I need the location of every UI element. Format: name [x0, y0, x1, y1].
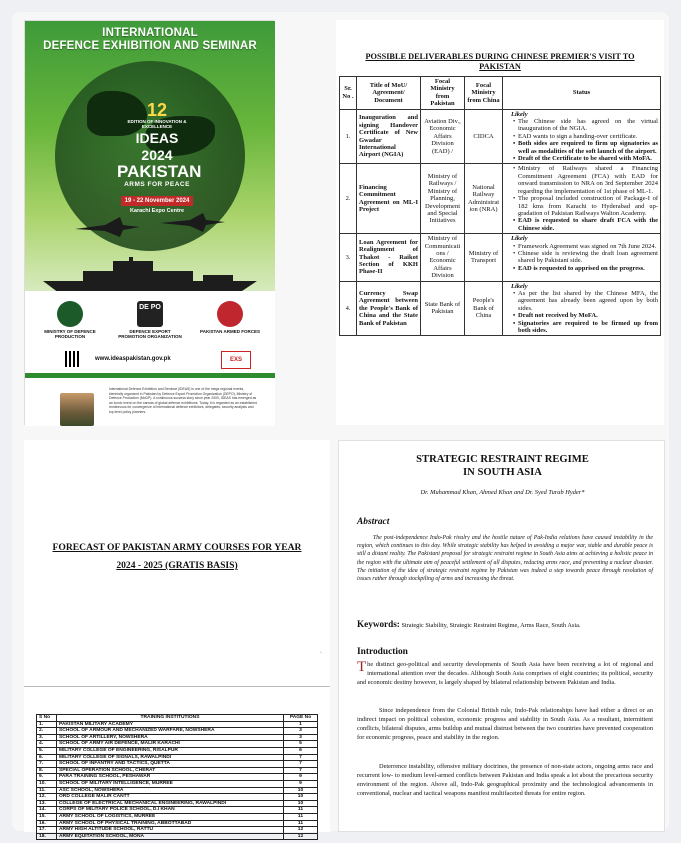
page-number: 7	[284, 767, 318, 774]
ideas-tagline: ARMS FOR PEACE	[124, 181, 190, 188]
row-number: 16.	[37, 820, 57, 827]
row-number: 2.	[37, 728, 57, 735]
course-row	[37, 807, 318, 814]
status-item: • Chinese side is reviewing the draft loan agreement shared by Pakistani side.	[513, 250, 658, 265]
deliverable-row	[340, 281, 661, 336]
course-row	[37, 754, 318, 761]
course-row	[37, 827, 318, 834]
row-title: Currency Swap Agreement between the People's Bank of China and the State Bank of Pakistan	[357, 281, 421, 336]
drop-cap: T	[357, 659, 367, 675]
course-row	[37, 780, 318, 787]
page-number: 10	[284, 787, 318, 794]
courses-body	[37, 721, 318, 840]
official-photo	[60, 393, 94, 426]
row-number: 5.	[37, 747, 57, 754]
page-number: 10	[284, 800, 318, 807]
institution-name: SPECIAL OPERATION SCHOOL, CHERAT	[57, 767, 284, 774]
row-china-ministry: National Railway Administrat ion (NRA)	[465, 164, 503, 234]
row-number: 2.	[340, 164, 357, 234]
status-list	[505, 165, 658, 232]
row-number: 1.	[340, 109, 357, 164]
forecast-title-line1: FORECAST OF PAKISTAN ARMY COURSES FOR YEAR	[52, 542, 302, 553]
brochure-title	[25, 27, 275, 53]
paper-title-line1: STRATEGIC RESTRAINT REGIME	[416, 454, 589, 465]
course-row	[37, 774, 318, 781]
website-url: www.ideaspakistan.gov.pk	[95, 356, 171, 362]
row-status	[503, 164, 661, 234]
deliverables-table	[339, 76, 661, 336]
page-number: 12	[284, 833, 318, 840]
event-venue: Karachi Expo Centre	[129, 208, 185, 214]
ideas-wordmark: IDEAS	[135, 130, 179, 146]
page-number: 10	[284, 794, 318, 801]
forecast-document	[24, 440, 330, 839]
col-header: Sr. No .	[340, 77, 357, 110]
status-item: • EAD wants to sign a handing-over certificate.	[513, 133, 658, 140]
course-row	[37, 787, 318, 794]
intro-para-2: Since independence from the Colonial British rule, Indo-Pak relationships have had either a direct or an indirect impact on political cohesion, economic progress and stability in South Asia. As a resultant, intermittent conflicts, bilateral disputes, arms buildup and mutual distrust between the two countries have prevented cooperation for economic progress, peace and stability in the region.	[357, 707, 653, 741]
event-dates: 19 - 22 November 2024	[121, 196, 194, 206]
brochure-title-line1: INTERNATIONAL	[102, 27, 198, 39]
row-number: 3.	[37, 734, 57, 741]
deliverables-title-line2: PAKISTAN	[479, 62, 521, 71]
institution-name: ARMY HIGH ALTITUDE SCHOOL, RATTU	[57, 827, 284, 834]
row-number: 9.	[37, 774, 57, 781]
org-label: PAKISTAN ARMED FORCES	[200, 329, 260, 334]
abstract-text: The post-independence Indo-Pak rivalry and the hostile nature of Pak-India relations have caused instability in the region, which continues to this day. While strategic stability has helped in avoiding a major war, stable and durable peace is still a distant reality. The Pakistani proposal for strategic restraint regime in South Asia aims at achieving a holistic peace in the region with the ultimate aim of peaceful settlement of all disputes, reducing arms race, and preventing a nuclear disaster. The initiation of the idea of strategic restraint regime by Pakistan was indeed a step towards peace through resolution of issues rather through stockpiling of arms and increasing the threat.	[357, 535, 653, 583]
deliverable-row	[340, 234, 661, 281]
status-item: • Ministry of Railways shared a Financing Commitment Agreement (FCA) with EAD for onward transmission to NRA on 3rd September 2024 regarding the implementation of 1st phase of ML-1.	[513, 165, 658, 195]
status-list	[505, 290, 658, 334]
research-paper	[338, 440, 665, 832]
stray-mark: ·	[320, 650, 322, 656]
page-number: 11	[284, 813, 318, 820]
intro-heading: Introduction	[357, 647, 408, 657]
deliverables-title-line1: POSSIBLE DELIVERABLES DURING CHINESE PREMIER'S VISIT TO	[365, 52, 635, 61]
row-pak-ministry: Ministry of Railways / Ministry of Planning, Development and Special Initiatives	[421, 164, 465, 234]
status-likely: Likely	[511, 235, 528, 243]
deliverables-header-row	[340, 77, 661, 110]
row-status	[503, 109, 661, 164]
status-likely: Likely	[511, 110, 528, 118]
status-item: • Both sides are required to firm up signatories as well as modalities of the soft launch of the airport.	[513, 140, 658, 155]
row-status	[503, 234, 661, 281]
page-number: 5	[284, 741, 318, 748]
org-armed-forces	[195, 301, 265, 334]
paper-title-line2: IN SOUTH ASIA	[463, 466, 542, 478]
institution-name: ARMY SCHOOL OF PHYSICAL TRAINING, ABBOTTABAD	[57, 820, 284, 827]
course-row	[37, 747, 318, 754]
armed-forces-emblem-icon	[217, 301, 243, 327]
institution-name: MILITARY COLLEGE OF SIGNALS, RAWALPINDI	[57, 754, 284, 761]
intro-para-3: Deterrence instability, offensive military doctrines, the presence of non-state actors, ongoing arms race and recurrent low- to medium level-armed conflicts between Pakistan and India speak a lot about the precarious security environment of the region. Above all, Indo-Pak geographical proximity and the technological advancements in conventional, nuclear and tactical weapons manifest multifaceted threats for entire region.	[357, 763, 653, 797]
status-list	[505, 118, 658, 162]
page-number: 7	[284, 761, 318, 768]
course-row	[37, 813, 318, 820]
deliverables-title	[336, 52, 664, 72]
ideas-brochure	[24, 20, 274, 425]
status-item: • As per the list shared by the Chinese MFA, the agreement has already been agreed upon by both sides.	[513, 290, 658, 312]
row-number: 4.	[37, 741, 57, 748]
course-row	[37, 820, 318, 827]
row-status	[503, 281, 661, 336]
row-number: 8.	[37, 767, 57, 774]
row-number: 10.	[37, 780, 57, 787]
col-header: TRAINING INSTITUTIONS	[57, 715, 284, 722]
qr-code-icon	[65, 351, 81, 367]
course-row	[37, 728, 318, 735]
course-row	[37, 800, 318, 807]
row-number: 6.	[37, 754, 57, 761]
ideas-year: 2024	[141, 147, 173, 163]
institution-name: CORPS OF MILITARY POLICE SCHOOL, D.I KHAN	[57, 807, 284, 814]
org-depo	[115, 301, 185, 339]
intro-para-1-text: he distinct geo-political and security developments of South Asia have been receiving a lot of regional and international attention over the decades. Although South Asia comprises of eight countries; its political, security and economic destiny however, is largely shaped by bilateral relationship between Pakistan and India.	[357, 661, 653, 686]
courses-table	[36, 714, 318, 840]
page-number: 6	[284, 747, 318, 754]
institution-name: SCHOOL OF ARTILLERY, NOWSHERA	[57, 734, 284, 741]
col-header: Status	[503, 77, 661, 110]
status-item: • Signatories are required to be firmed up from both sides.	[513, 320, 658, 335]
abstract-heading: Abstract	[357, 517, 390, 527]
paper-title	[339, 454, 666, 479]
row-number: 13.	[37, 800, 57, 807]
forecast-title-line2: 2024 - 2025 (GRATIS BASIS)	[116, 560, 238, 571]
institution-name: SCHOOL OF ARMOUR AND MECHANIZED WARFARE, NOWSHERA	[57, 728, 284, 735]
page-number: 11	[284, 820, 318, 827]
page-number: 9	[284, 780, 318, 787]
ideas-logo	[117, 100, 202, 215]
course-row	[37, 734, 318, 741]
institution-name: ARMY EQUITATION SCHOOL, MONA	[57, 833, 284, 840]
row-pak-ministry: Aviation Div., Economic Affairs Division (EAD) /	[421, 109, 465, 164]
row-china-ministry: Ministry of Transport	[465, 234, 503, 281]
org-modp	[35, 301, 105, 339]
page-number: 11	[284, 807, 318, 814]
deliverable-row	[340, 109, 661, 164]
row-china-ministry: CIDCA	[465, 109, 503, 164]
exs-logo: EXS	[221, 351, 251, 369]
row-china-ministry: People's Bank of China	[465, 281, 503, 336]
page-number: 12	[284, 827, 318, 834]
course-row	[37, 741, 318, 748]
page-number: 3	[284, 734, 318, 741]
status-item: • Framework Agreement was signed on 7th June 2024.	[513, 243, 658, 250]
status-item: • The proposal included construction of Package-I of 182 kms from Karachi to Hyderabad and up-gradation of Pakistan Railways Walton Academy.	[513, 195, 658, 217]
status-list	[505, 243, 658, 273]
page-number: 3	[284, 728, 318, 735]
institution-name: ASC SCHOOL, NOWSHERA	[57, 787, 284, 794]
ideas-country: PAKISTAN	[117, 162, 202, 181]
row-number: 7.	[37, 761, 57, 768]
org-label: DEFENCE EXPORT PROMOTION ORGANIZATION	[118, 329, 182, 339]
status-item: • EAD is requested to apprised on the progress.	[513, 265, 658, 272]
row-number: 4.	[340, 281, 357, 336]
institution-name: ORD COLLEGE MALIR CANTT	[57, 794, 284, 801]
page-number: 7	[284, 754, 318, 761]
course-row	[37, 761, 318, 768]
row-number: 12.	[37, 794, 57, 801]
institution-name: MILITARY COLLEGE OF ENGINEERING, RISALPUR	[57, 747, 284, 754]
col-header: PAGE No	[284, 715, 318, 722]
row-number: 11.	[37, 787, 57, 794]
col-header: Focal Ministry from China	[465, 77, 503, 110]
institution-name: COLLEGE OF ELECTRICAL MECHANICAL ENGINEERING, RAWALPINDI	[57, 800, 284, 807]
row-number: 3.	[340, 234, 357, 281]
course-row	[37, 794, 318, 801]
row-number: 1.	[37, 721, 57, 728]
row-title: Inauguration and signing Handover Certificate of New Gwadar International Airport (NGIA)	[357, 109, 421, 164]
institution-name: PAKISTAN MILITARY ACADEMY	[57, 721, 284, 728]
deliverables-body	[340, 109, 661, 336]
course-row	[37, 767, 318, 774]
green-band	[25, 373, 275, 378]
row-number: 17.	[37, 827, 57, 834]
status-item: • Draft of the Certificate to be shared with MoFA.	[513, 155, 658, 162]
status-item: • EAD is requested to share draft FCA with the Chinese side.	[513, 217, 658, 232]
brochure-paragraph: International Defence Exhibition and Seminar (IDEAS) is one of the mega regional events, biennially organized in Pakistan by Defence Export Promotion Organization (DEPO), Ministry of Defence Production (MoDP). A continuous success story since year 2000, IDEAS has emerged as an iconic event on the canvas of global defence exhibitions. Today, it is regarded as an established rendezvous for convergence of international defence exhibitors, delegates, security analysts and top level policy planners.	[109, 387, 257, 414]
col-header: Title of MoU/ Agreement/ Document	[357, 77, 421, 110]
institution-name: SCHOOL OF ARMY AIR DEFENCE, MALIR KARACHI	[57, 741, 284, 748]
col-header: Focal Ministry from Pakistan	[421, 77, 465, 110]
fighter-jets-icon	[65, 211, 235, 241]
keywords-text: Strategic Stability, Strategic Restraint Regime, Arms Race, South Asia.	[401, 622, 581, 629]
row-title: Loan Agreement for Realignment of Thakot - Raikot Section of KKH Phase-II	[357, 234, 421, 281]
brochure-title-line2: DEFENCE EXHIBITION AND SEMINAR	[43, 40, 257, 52]
status-likely: Likely	[511, 282, 528, 290]
page-number: 1	[284, 721, 318, 728]
course-row	[37, 721, 318, 728]
course-row	[37, 833, 318, 840]
warship-icon	[43, 257, 257, 293]
col-header: S No	[37, 715, 57, 722]
modp-emblem-icon	[57, 301, 83, 327]
status-item: • The Chinese side has agreed on the virtual inauguration of the NGIA.	[513, 118, 658, 133]
institution-name: ARMY SCHOOL OF LOGISTICS, MURREE	[57, 813, 284, 820]
status-item: • Draft not received by MoFA.	[513, 312, 658, 319]
row-title: Financing Commitment Agreement on ML-I Project	[357, 164, 421, 234]
paper-authors: Dr. Muhammad Khan, Ahmed Khan and Dr. Syed Turab Hyder*	[420, 489, 585, 496]
keywords-label: Keywords:	[357, 619, 400, 629]
row-number: 15.	[37, 813, 57, 820]
page-number: 9	[284, 774, 318, 781]
row-number: 18.	[37, 833, 57, 840]
courses-header-row	[37, 715, 318, 722]
institution-name: SCHOOL OF INFANTRY AND TACTICS, QUETTA	[57, 761, 284, 768]
institution-name: PARA TRAINING SCHOOL, PESHAWAR	[57, 774, 284, 781]
row-number: 14.	[37, 807, 57, 814]
edition-number: 12	[146, 100, 168, 120]
page-divider	[24, 686, 330, 687]
institution-name: SCHOOL OF MILITARY INTELLIGENCE, MURREE	[57, 780, 284, 787]
keywords-line	[357, 619, 657, 631]
edition-label: EDITION OF INNOVATION & EXCELLENCE	[127, 119, 187, 129]
deliverables-document	[336, 20, 664, 425]
depo-logo-icon: DE PO	[137, 301, 163, 327]
row-pak-ministry: State Bank of Pakistan	[421, 281, 465, 336]
intro-para-1	[357, 661, 653, 688]
org-label: MINISTRY OF DEFENCE PRODUCTION	[44, 329, 96, 339]
deliverable-row	[340, 164, 661, 234]
row-pak-ministry: Ministry of Communicati ons / Economic Affairs Division	[421, 234, 465, 281]
